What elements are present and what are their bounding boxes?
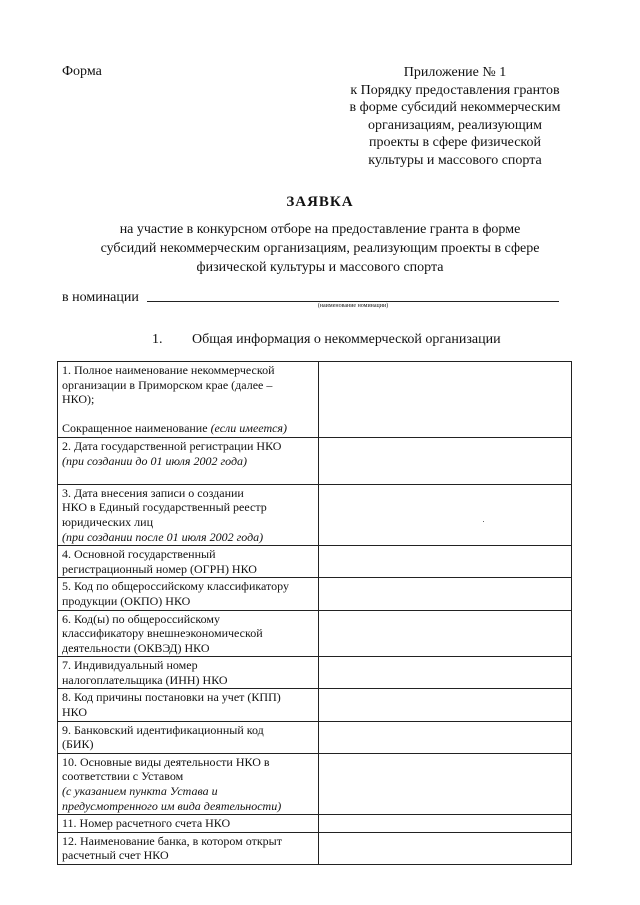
row-label-cell xyxy=(58,610,319,657)
row-label-line: 6. Код(ы) по общероссийскому xyxy=(62,611,221,626)
subtitle-line: физической культуры и массового спорта xyxy=(196,260,444,275)
info-table xyxy=(57,361,572,865)
nomination-caption: (наименование номинации) xyxy=(317,303,389,309)
nomination-field-line[interactable] xyxy=(147,301,559,302)
table-row xyxy=(58,484,572,545)
row-label-line: 7. Индивидуальный номер xyxy=(62,658,198,673)
row-label-line: 9. Банковский идентификационный код xyxy=(62,722,264,737)
row-label-cell xyxy=(58,362,319,438)
row-label-line: классификатору внешнеэкономической xyxy=(62,626,263,641)
row-label-cell xyxy=(58,753,319,814)
subtitle-line: на участие в конкурсном отборе на предоставление гранта в форме xyxy=(119,222,521,237)
appendix-line: проекты в сфере физической xyxy=(369,135,541,150)
form-label: Форма xyxy=(62,64,102,79)
row-value-cell[interactable] xyxy=(319,437,572,484)
page-title: ЗАЯВКА xyxy=(286,194,354,210)
row-label-cell xyxy=(58,484,319,545)
appendix-line: Приложение № 1 xyxy=(403,65,507,80)
row-label-line: 11. Номер расчетного счета НКО xyxy=(62,816,231,831)
row-label-cell xyxy=(58,689,319,721)
table-row xyxy=(58,815,572,833)
appendix-block xyxy=(330,64,580,169)
row-label-line: НКО в Единый государственный реестр xyxy=(62,500,267,515)
table-row xyxy=(58,437,572,484)
page-subtitle xyxy=(80,220,560,277)
row-note-line: (при создании после 01 июля 2002 года) xyxy=(62,529,264,544)
row-label-cell xyxy=(58,832,319,864)
row-label-line: 2. Дата государственной регистрации НКО xyxy=(62,438,282,453)
row-value-cell[interactable] xyxy=(319,832,572,864)
row-label-cell xyxy=(58,578,319,610)
row-label-cell xyxy=(58,546,319,578)
row-label-line: 3. Дата внесения записи о создании xyxy=(62,485,244,500)
row-label-line: юридических лиц xyxy=(62,514,153,529)
info-table-body xyxy=(58,362,572,865)
row-value-cell[interactable] xyxy=(319,484,572,545)
row-label-cell xyxy=(58,815,319,833)
table-row xyxy=(58,578,572,610)
table-row xyxy=(58,753,572,814)
row-short-name-text: Сокращенное наименование xyxy=(62,421,211,436)
appendix-line: культуры и массового спорта xyxy=(368,152,542,168)
row-label-line: НКО); xyxy=(62,392,95,407)
row-value-cell[interactable] xyxy=(319,610,572,657)
row-label-line: 8. Код причины постановки на учет (КПП) xyxy=(62,690,281,705)
appendix-line: в форме субсидий некоммерческим xyxy=(349,100,561,115)
row-spacer xyxy=(62,468,314,483)
row-label-line: налогоплательщика (ИНН) НКО xyxy=(62,672,228,687)
row-label-line: 12. Наименование банка, в котором открыт xyxy=(62,833,282,848)
row-value-cell[interactable] xyxy=(319,753,572,814)
section-heading xyxy=(152,332,501,348)
table-row xyxy=(58,610,572,657)
row-label-line: 1. Полное наименование некоммерческой xyxy=(62,363,275,377)
appendix-line: к Порядку предоставления грантов xyxy=(350,82,560,98)
row-short-name-note: (если имеется) xyxy=(210,421,288,436)
row-label-cell xyxy=(58,437,319,484)
row-label-line: НКО xyxy=(62,705,88,720)
table-row xyxy=(58,546,572,578)
row-label-line: продукции (ОКПО) НКО xyxy=(62,593,191,608)
row-label-line: деятельности (ОКВЭД) НКО xyxy=(62,640,210,655)
row-label-line: организации в Приморском крае (далее – xyxy=(62,377,273,392)
appendix-line: организациям, реализующим xyxy=(368,117,542,133)
row-note-line: предусмотренного им вида деятельности) xyxy=(62,798,282,813)
row-value-cell[interactable] xyxy=(319,689,572,721)
row-value-cell[interactable] xyxy=(319,657,572,689)
row-label-line: 10. Основные виды деятельности НКО в xyxy=(62,754,270,769)
section-title: Общая информация о некоммерческой организации xyxy=(192,332,501,347)
row-value-cell[interactable] xyxy=(319,546,572,578)
row-label-line: соответствии с Уставом xyxy=(62,769,184,784)
row-label-line: (БИК) xyxy=(62,737,94,752)
row-label-cell xyxy=(58,657,319,689)
row-label-cell xyxy=(58,721,319,753)
row-spacer xyxy=(62,407,314,422)
subtitle-line: субсидий некоммерческим организациям, реализующим проекты в сфере xyxy=(100,241,540,256)
table-row xyxy=(58,832,572,864)
row-short-name-line xyxy=(62,421,314,436)
row-value-cell[interactable] xyxy=(319,721,572,753)
row-label-line: регистрационный номер (ОГРН) НКО xyxy=(62,561,257,576)
row-value-cell[interactable] xyxy=(319,578,572,610)
table-row xyxy=(58,721,572,753)
row-value-cell[interactable] xyxy=(319,815,572,833)
row-label-line: 5. Код по общероссийскому классификатору xyxy=(62,579,289,594)
row-note-line: (при создании до 01 июля 2002 года) xyxy=(62,453,248,468)
table-row xyxy=(58,657,572,689)
row-label-line: 4. Основной государственный xyxy=(62,547,216,562)
table-row xyxy=(58,362,572,438)
nomination-label: в номинации xyxy=(62,290,139,305)
table-row xyxy=(58,689,572,721)
row-label-line: расчетный счет НКО xyxy=(62,848,169,863)
row-value-cell[interactable] xyxy=(319,362,572,438)
section-number: 1. xyxy=(152,332,163,347)
row-note-line: (с указанием пункта Устава и xyxy=(62,784,218,799)
